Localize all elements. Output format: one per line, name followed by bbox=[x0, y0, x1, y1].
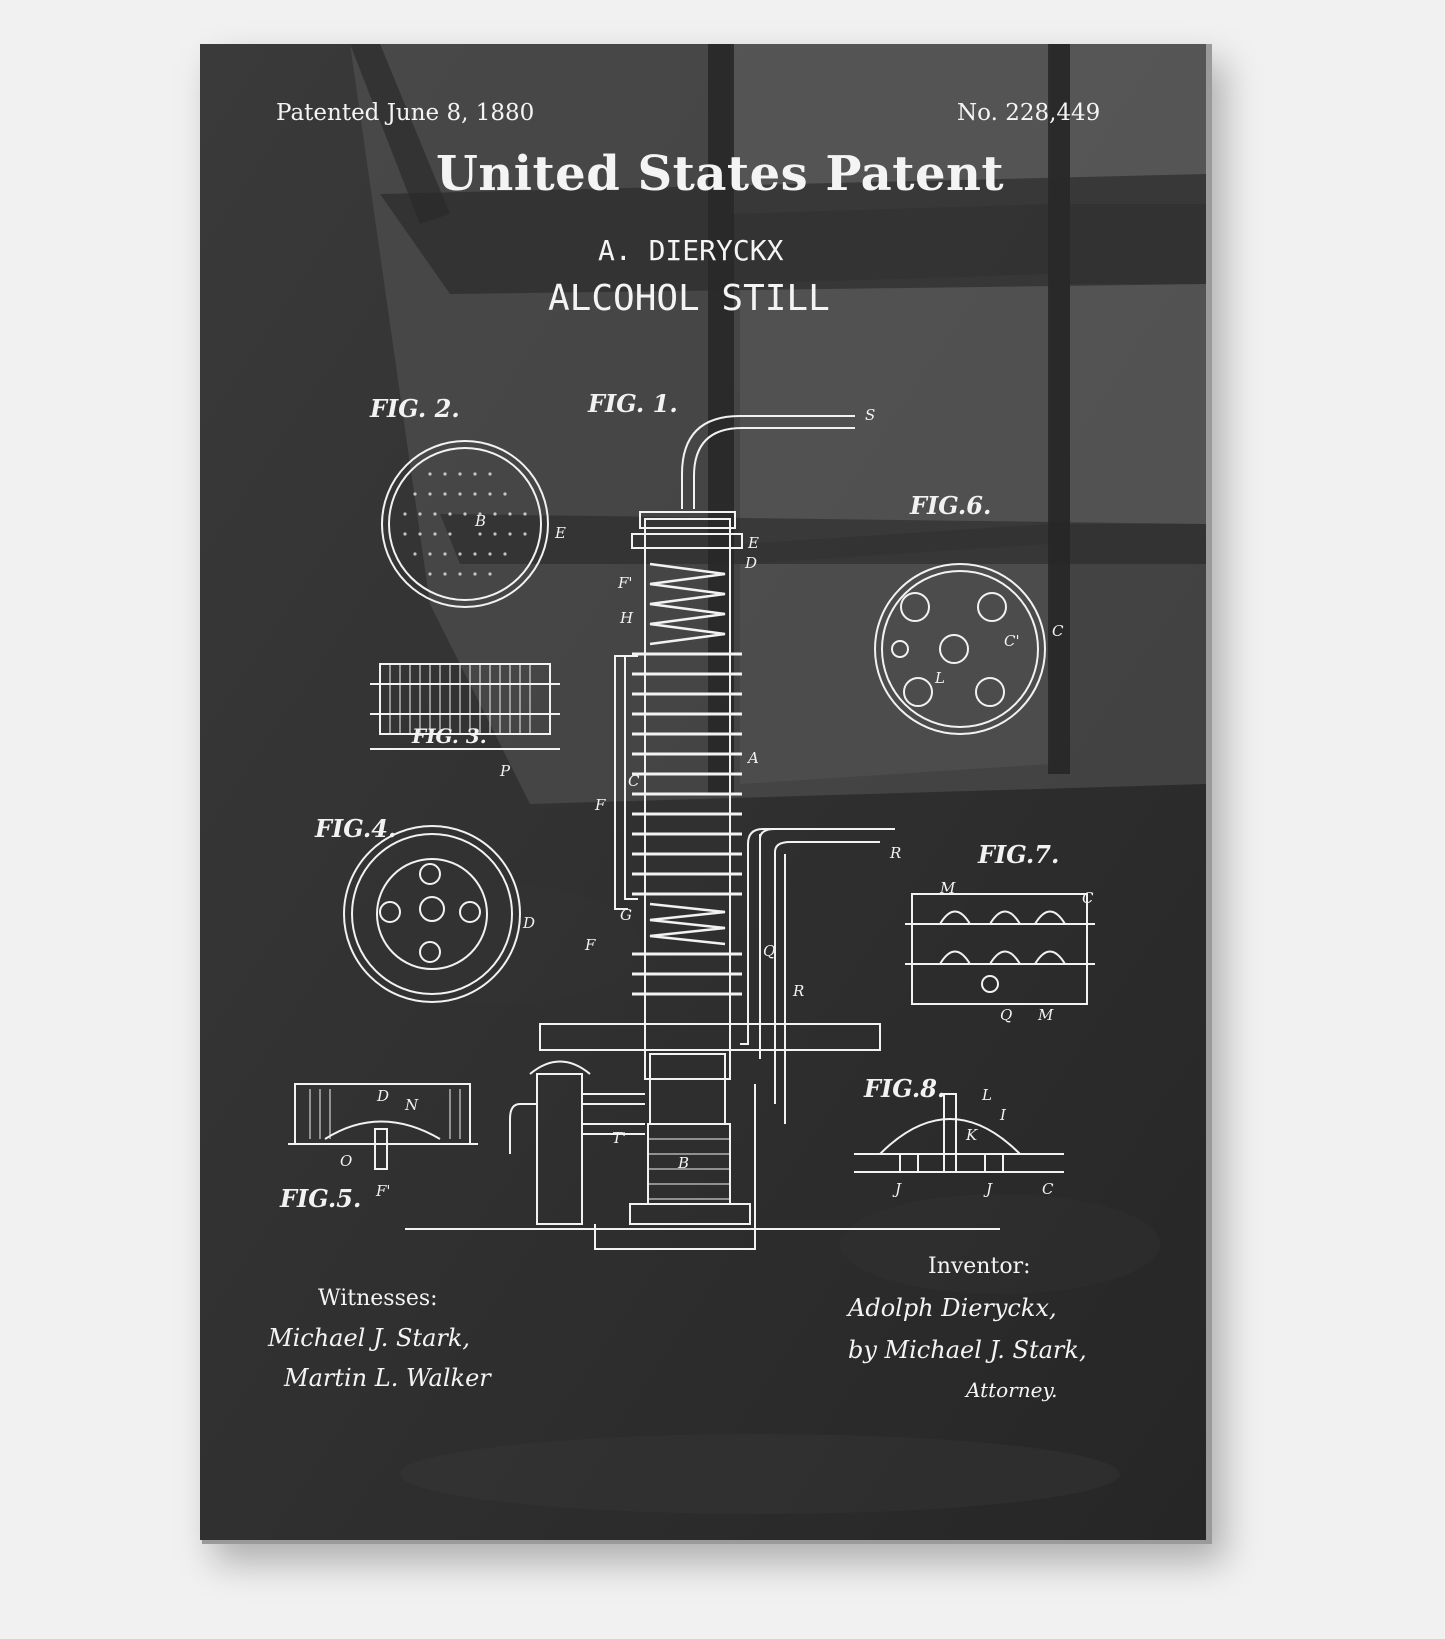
label-H: H bbox=[620, 609, 634, 627]
chalkboard-print bbox=[200, 44, 1206, 1540]
fig-5-label: FIG.5. bbox=[280, 1184, 362, 1213]
inventor-name: A. DIERYCKX bbox=[598, 234, 784, 267]
label-D-fig4: D bbox=[523, 914, 536, 932]
label-Q-fig7: Q bbox=[1000, 1006, 1013, 1024]
label-O-fig5: O bbox=[340, 1152, 353, 1170]
label-Fprime-fig5: F' bbox=[376, 1182, 391, 1200]
fig-3-tray bbox=[370, 664, 560, 749]
label-L-fig8: L bbox=[982, 1086, 992, 1104]
label-C-fig7: C bbox=[1082, 889, 1094, 907]
fig-1-still bbox=[405, 416, 1000, 1249]
fig-2-perforated-plate bbox=[382, 441, 548, 607]
label-A: A bbox=[748, 749, 759, 767]
attorney-signature: by Michael J. Stark, bbox=[848, 1336, 1087, 1364]
label-F-lower: F bbox=[585, 936, 596, 954]
label-M-fig7: M bbox=[940, 879, 956, 897]
attorney-label: Attorney. bbox=[966, 1378, 1058, 1402]
label-Cprime-fig6: C' bbox=[1004, 632, 1020, 650]
patent-number: No. 228,449 bbox=[957, 100, 1101, 126]
inventor-label: Inventor: bbox=[928, 1254, 1031, 1279]
patent-date: Patented June 8, 1880 bbox=[276, 100, 535, 126]
label-S: S bbox=[865, 406, 876, 424]
inventor-signature: Adolph Dieryckx, bbox=[848, 1294, 1057, 1322]
label-G: G bbox=[620, 906, 632, 924]
label-P: P bbox=[500, 762, 511, 780]
label-I-fig8: I bbox=[1000, 1106, 1006, 1124]
label-J-fig8b: J bbox=[986, 1180, 993, 1198]
fig-7-section bbox=[905, 894, 1095, 1004]
label-F: F bbox=[595, 796, 606, 814]
witness-2-signature: Martin L. Walker bbox=[284, 1364, 491, 1392]
fig-8-label: FIG.8. bbox=[864, 1074, 946, 1103]
label-E-fig2: E bbox=[555, 524, 566, 542]
fig-8-dome bbox=[854, 1094, 1064, 1172]
label-C-fig6: C bbox=[1052, 622, 1064, 640]
label-J-fig8: J bbox=[895, 1180, 902, 1198]
label-Q: Q bbox=[763, 942, 776, 960]
label-C: C bbox=[628, 772, 640, 790]
fig-2-label: FIG. 2. bbox=[370, 394, 460, 423]
fig-4-label: FIG.4. bbox=[315, 814, 397, 843]
label-E: E bbox=[748, 534, 759, 552]
label-D: D bbox=[745, 554, 758, 572]
label-B: B bbox=[678, 1154, 690, 1172]
label-N-fig5: N bbox=[405, 1096, 419, 1114]
label-D-fig5: D bbox=[377, 1087, 390, 1105]
fig-1-label: FIG. 1. bbox=[588, 389, 678, 418]
label-B-fig2: B bbox=[475, 512, 487, 530]
label-C-fig8: C bbox=[1042, 1180, 1054, 1198]
witnesses-label: Witnesses: bbox=[318, 1286, 438, 1311]
fig-3-label: FIG. 3. bbox=[412, 724, 487, 748]
witness-1-signature: Michael J. Stark, bbox=[268, 1324, 471, 1352]
label-R: R bbox=[890, 844, 902, 862]
label-K-fig8: K bbox=[966, 1126, 978, 1144]
label-T: T' bbox=[612, 1129, 627, 1147]
label-R-lower: R bbox=[793, 982, 805, 1000]
fig-7-label: FIG.7. bbox=[978, 840, 1060, 869]
page-title: United States Patent bbox=[436, 146, 1005, 202]
fig-6-label: FIG.6. bbox=[910, 491, 992, 520]
label-L-fig6: L bbox=[935, 669, 945, 687]
invention-title: ALCOHOL STILL bbox=[548, 278, 830, 319]
label-Fprime: F' bbox=[618, 574, 633, 592]
label-M-fig7b: M bbox=[1038, 1006, 1054, 1024]
fig-4-plate bbox=[344, 826, 520, 1002]
